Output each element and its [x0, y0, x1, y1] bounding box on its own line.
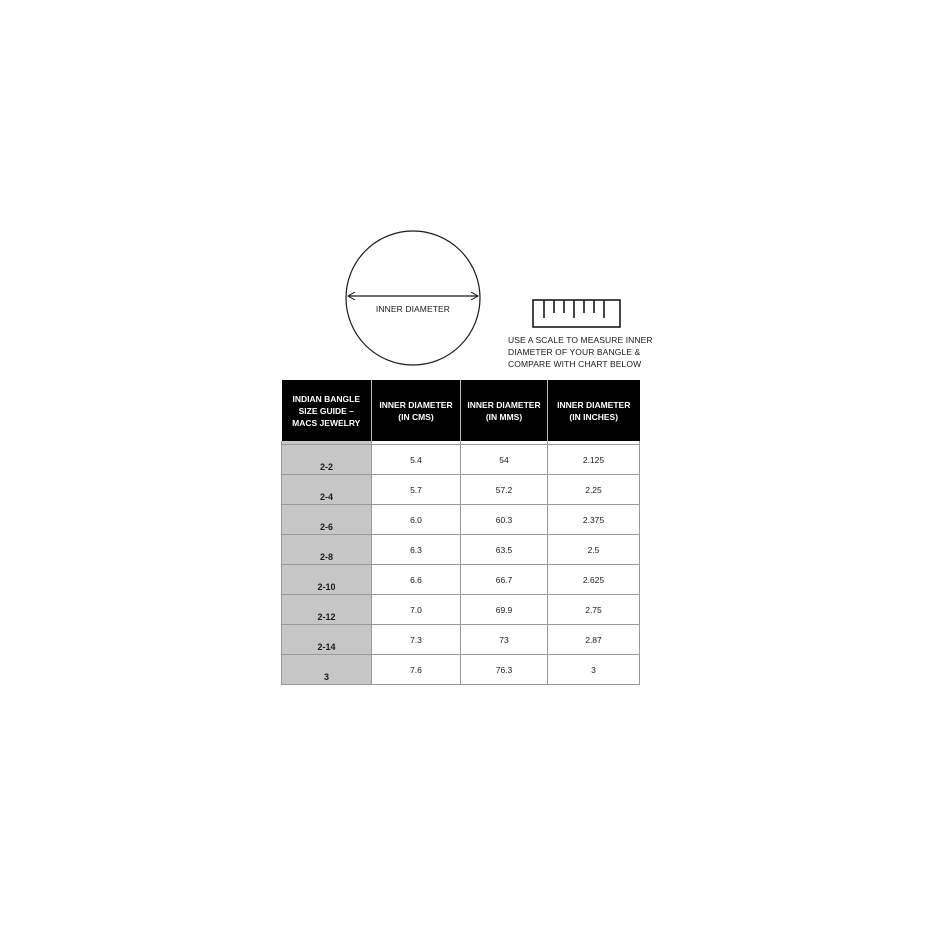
bangle-size-cell: 3 [282, 655, 372, 685]
diameter-inches-cell: 2.25 [548, 475, 640, 505]
scale-instructions-line: USE A SCALE TO MEASURE INNER [508, 335, 653, 345]
header-cms [372, 380, 461, 441]
diameter-mms-cell: 69.9 [461, 595, 548, 625]
header-line: (IN CMS) [398, 411, 434, 422]
table-row [282, 625, 640, 655]
diameter-mms-cell: 60.3 [461, 505, 548, 535]
header-line: INNER DIAMETER [557, 399, 631, 410]
ruler-icon [533, 300, 620, 327]
diameter-cms-cell: 5.7 [372, 475, 461, 505]
scale-instructions-line: DIAMETER OF YOUR BANGLE & [508, 347, 641, 357]
table-header-row [282, 380, 640, 441]
header-line: INNER DIAMETER [379, 399, 453, 410]
diameter-inches-cell: 2.625 [548, 565, 640, 595]
table-row [282, 445, 640, 475]
header-line: INNER DIAMETER [467, 399, 541, 410]
bangle-circle [346, 231, 480, 365]
diameter-inches-cell: 2.5 [548, 535, 640, 565]
bangle-size-cell: 2-2 [282, 445, 372, 475]
diameter-inches-cell: 2.87 [548, 625, 640, 655]
diameter-cms-cell: 7.6 [372, 655, 461, 685]
header-line: (IN MMS) [485, 411, 523, 422]
diameter-mms-cell: 76.3 [461, 655, 548, 685]
diameter-cms-cell: 6.0 [372, 505, 461, 535]
bangle-size-cell: 2-12 [282, 595, 372, 625]
diameter-cms-cell: 6.6 [372, 565, 461, 595]
header-line: SIZE GUIDE – [298, 405, 354, 416]
inner-diameter-label: INNER DIAMETER [375, 304, 451, 314]
diameter-cms-cell: 7.3 [372, 625, 461, 655]
diameter-inches-cell: 3 [548, 655, 640, 685]
header-line: INDIAN BANGLE [292, 393, 361, 404]
header-inches [548, 380, 640, 441]
diameter-inches-cell: 2.125 [548, 445, 640, 475]
bangle-size-cell: 2-6 [282, 505, 372, 535]
diameter-mms-cell: 73 [461, 625, 548, 655]
table-row [282, 595, 640, 625]
table-row [282, 505, 640, 535]
bangle-size-cell: 2-14 [282, 625, 372, 655]
diameter-mms-cell: 54 [461, 445, 548, 475]
scale-instructions [508, 334, 658, 370]
diameter-inches-cell: 2.375 [548, 505, 640, 535]
bangle-size-cell: 2-10 [282, 565, 372, 595]
diameter-cms-cell: 7.0 [372, 595, 461, 625]
diameter-mms-cell: 57.2 [461, 475, 548, 505]
diameter-mms-cell: 66.7 [461, 565, 548, 595]
header-size-guide [282, 380, 372, 441]
header-line: MACS JEWELRY [292, 417, 361, 428]
table-row [282, 475, 640, 505]
diameter-cms-cell: 6.3 [372, 535, 461, 565]
diameter-mms-cell: 63.5 [461, 535, 548, 565]
diameter-inches-cell: 2.75 [548, 595, 640, 625]
bangle-size-table [281, 380, 640, 685]
header-line: (IN INCHES) [569, 411, 619, 422]
table-row [282, 565, 640, 595]
diameter-cms-cell: 5.4 [372, 445, 461, 475]
header-mms [461, 380, 548, 441]
bangle-size-cell: 2-4 [282, 475, 372, 505]
table-row [282, 655, 640, 685]
bangle-size-cell: 2-8 [282, 535, 372, 565]
table-row [282, 535, 640, 565]
scale-instructions-line: COMPARE WITH CHART BELOW [508, 359, 642, 369]
